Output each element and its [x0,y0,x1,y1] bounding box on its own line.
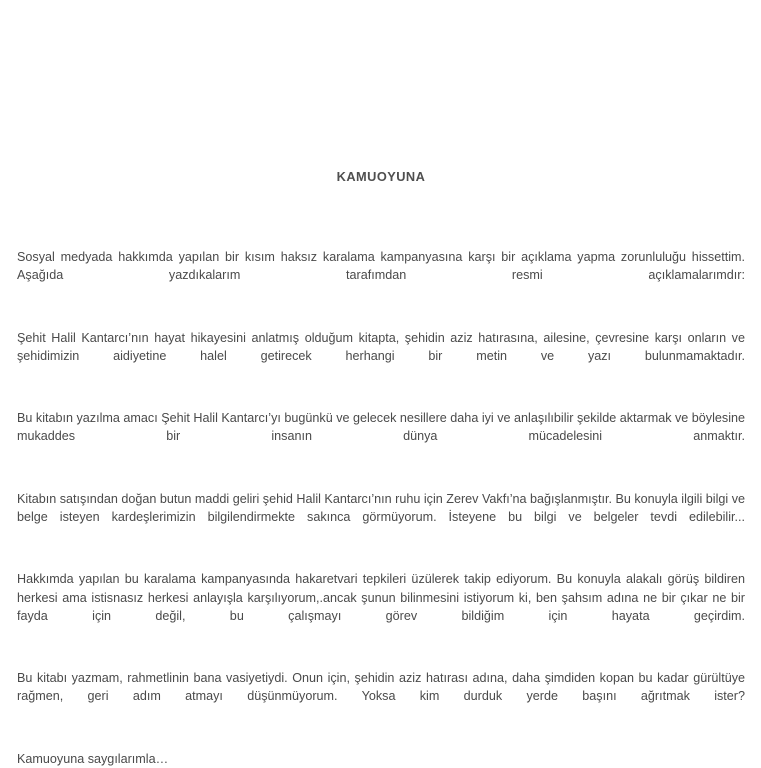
paragraph-5: Hakkımda yapılan bu karalama kampanyasında hakaretvari tepkileri üzülerek takip ediyorum. Bu konuyla alakalı görüş bildiren herkesi ama istisnasız herkesi anlayışla karşılıyorum,.ancak şunun bilinmesini istiyorum ki, ben şahsım adına ne bir çıkar ne bir fayda için değil, bu çalışmayı görev bildiğim için hayata geçirdim. [17,572,745,623]
paragraph-3: Bu kitabın yazılma amacı Şehit Halil Kantarcı’yı bugünkü ve gelecek nesillere daha iyi ve anlaşılıbilir şekilde aktarmak ve böylesine mukaddes bir insanın dünya mücadelesini anmaktır. [17,411,746,444]
paragraph-2: Şehit Halil Kantarcı’nın hayat hikayesini anlatmış olduğum kitapta, şehidin aziz hatırasına, ailesine, çevresine karşı onların ve şehidimizin aidiyetine halel getirecek herhangi bir metin ve yazı bulunmamaktadır. [17,330,745,363]
closing-salutation: Kamuoyuna saygılarımla… [17,751,169,766]
document-title: KAMUOYUNA [336,169,426,184]
paragraph-4: Kitabın satışından doğan butun maddi geliri şehid Halil Kantarcı’nın ruhu için Zerev Vakfı’na bağışlanmıştır. Bu konuyla ilgili bilgi ve belge isteyen kardeşlerimizin bilgilendirmekte sakınca görmüyorum. İsteyene bu bilgi ve belgeler tevdi edilebilir... [17,491,745,525]
paragraph-6: Bu kitabı yazmam, rahmetlinin bana vasiyetiydi. Onun için, şehidin aziz hatırası adına, daha şimdiden kopan bu kadar gürültüye rağmen, geri adım atmayı düşünmüyorum. Yoksa kim durduk yerde başını ağrıtmak ister? [17,671,745,704]
document-body [17,168,745,768]
paragraph-1: Sosyal medyada hakkımda yapılan bir kısım haksız karalama kampanyasına karşı bir açıklama yapma zorunluluğu hissettim. Aşağıda yazdıkalarım tarafımdan resmi açıklamalarımdır: [17,250,745,283]
